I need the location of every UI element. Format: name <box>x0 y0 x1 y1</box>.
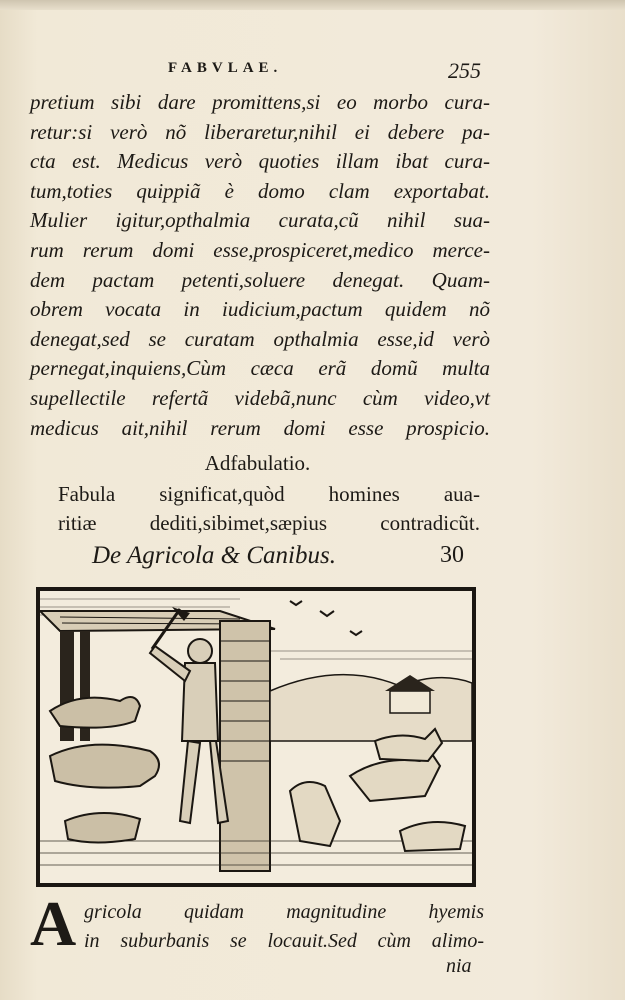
text-line: pernegat,inquiens,Cùm cæca erã domũ multa <box>30 356 490 381</box>
moral-text <box>58 480 480 538</box>
text-line: pretium sibi dare promittens,si eo morbo cura- <box>30 90 490 114</box>
drop-cap-initial: A <box>30 888 77 959</box>
woodcut-drawing <box>40 591 472 883</box>
text-line: rum rerum domi esse,prospiceret,medico merce- <box>30 237 490 262</box>
catchword: nia <box>446 955 472 977</box>
text-line: medicus ait,nihil rerum domi esse prospicio. <box>30 415 490 440</box>
text-line: denegat,sed se curatam opthalmia esse,id verò <box>30 326 490 351</box>
text-line: retur:si verò nõ liberaretur,nihil ei debere pa- <box>30 119 490 144</box>
fable-opening-text <box>84 898 484 956</box>
moral-line: Fabula significat,quòd homines aua- <box>58 482 480 506</box>
fable-number: 30 <box>440 542 464 568</box>
adfabulatio-heading <box>0 451 625 476</box>
moral-line: ritiæ dediti,sibimet,sæpius contradicũt. <box>58 511 480 535</box>
text-line: Mulier igitur,opthalmia curata,cũ nihil sua- <box>30 208 490 233</box>
text-line: gricola quidam magnitudine hyemis <box>84 901 484 923</box>
page-number: 255 <box>448 58 481 83</box>
running-title: FABVLAE. <box>168 60 283 76</box>
adfabulatio-label: Adfabulatio. <box>204 451 311 475</box>
fable-title: De Agricola & Canibus. <box>92 542 336 569</box>
page-top-edge <box>0 0 625 10</box>
text-line: dem pactam petenti,soluere denegat. Quam- <box>30 267 490 292</box>
fable-body-text <box>30 88 490 443</box>
woodcut-illustration <box>36 587 476 887</box>
text-line: supellectile refertã videbã,nunc cùm video,vt <box>30 385 490 410</box>
text-line: cta est. Medicus verò quoties illam ibat cura- <box>30 149 490 174</box>
text-line: tum,toties quippiã è domo clam exportabat. <box>30 178 490 203</box>
text-line: obrem vocata in iudicium,pactum quidem nõ <box>30 297 490 322</box>
text-line: in suburbanis se locauit.Sed cùm alimo- <box>84 930 484 952</box>
